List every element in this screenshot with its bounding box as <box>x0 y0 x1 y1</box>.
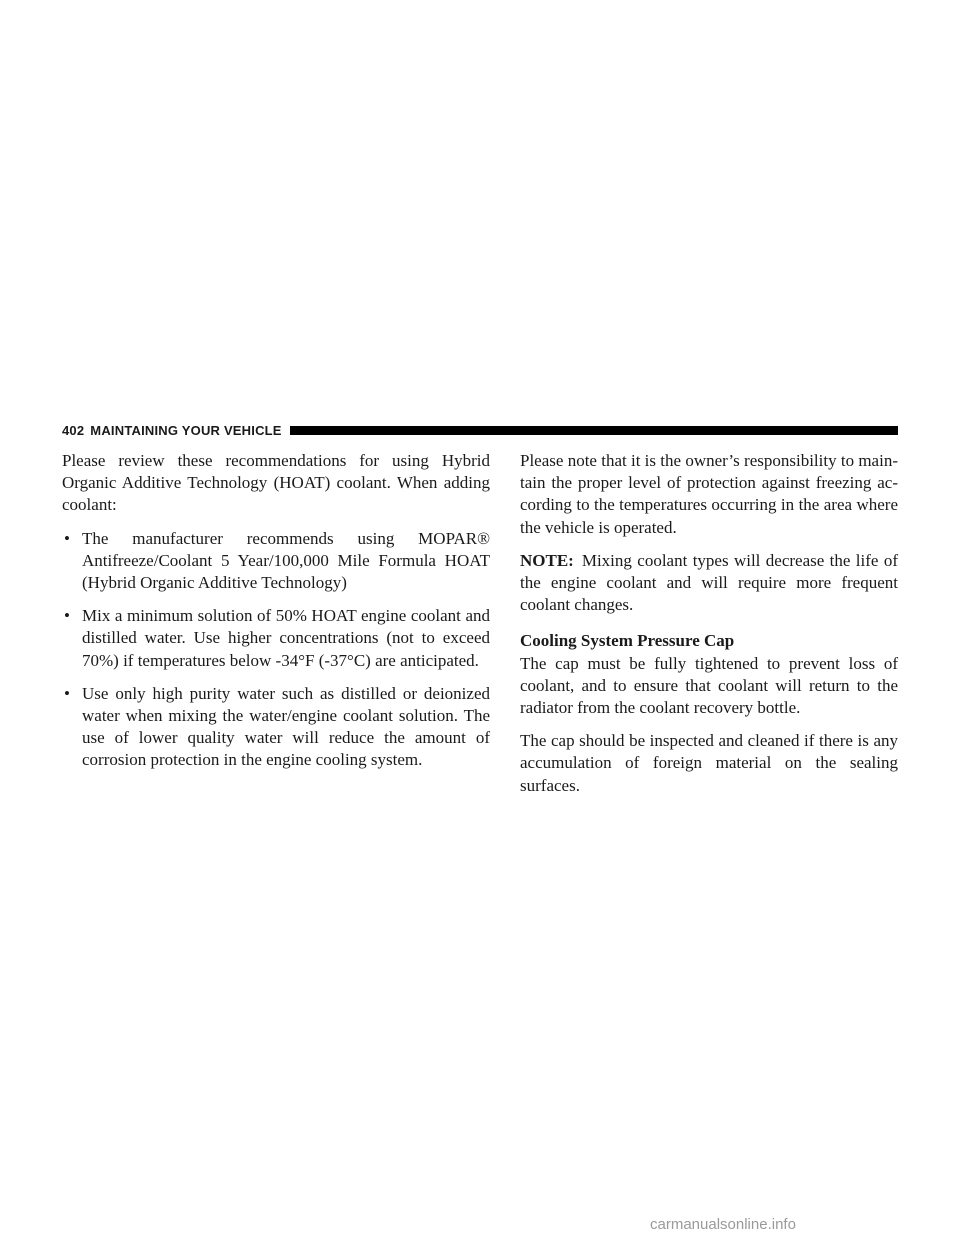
pressure-cap-paragraph: The cap must be fully tightened to prevent loss of coolant, and to ensure that coolant will return to the radiator from the coolant recovery bottle. <box>520 653 898 718</box>
right-column <box>520 450 898 808</box>
left-column <box>62 450 490 783</box>
page-header <box>62 421 898 439</box>
bullet-icon: • <box>64 683 70 703</box>
subheading-pressure-cap: Cooling System Pressure Cap <box>520 631 735 651</box>
bullet-item <box>62 605 490 672</box>
bullet-item <box>62 528 490 595</box>
header-rule <box>290 426 898 435</box>
intro-paragraph: Please review these recommendations for using Hybrid Organic Additive Technology (HOAT) coolant. When adding coolant: <box>62 451 490 515</box>
page-number: 402 <box>62 422 85 438</box>
responsibility-paragraph: Please note that it is the owner’s responsibility to maintain the proper level of protection against freezing according to the temperatures occurring in the area where the vehicle is operated. <box>520 451 898 537</box>
section-title: MAINTAINING YOUR VEHICLE <box>90 422 282 438</box>
bullet-icon: • <box>64 606 70 626</box>
watermark-link[interactable]: carmanualsonline.info <box>650 1216 796 1233</box>
note-text: Mixing coolant types will decrease the life of the engine coolant and will require more frequent coolant changes. <box>520 550 898 615</box>
note-paragraph <box>520 550 898 617</box>
note-label: NOTE: <box>520 550 574 570</box>
bullet-icon: • <box>64 528 70 548</box>
bullet-text: Mix a minimum solution of 50% HOAT engine coolant and distilled water. Use higher concentrations (not to exceed 70%) if temperatures below -34°F (-37°C) are anticipated. <box>82 606 490 670</box>
bullet-text: Use only high purity water such as distilled or deionized water when mixing the water/engine coolant solution. The use of lower quality water will reduce the amount of corrosion protection in the engine cooling system. <box>82 683 490 770</box>
inspection-paragraph: The cap should be inspected and cleaned if there is any accumulation of foreign material on the sealing surfaces. <box>520 731 898 795</box>
bullet-text: The manufacturer recommends using MOPAR® Antifreeze/Coolant 5 Year/100,000 Mile Formula HOAT (Hybrid Organic Additive Technology) <box>82 528 490 593</box>
bullet-item <box>62 683 490 772</box>
